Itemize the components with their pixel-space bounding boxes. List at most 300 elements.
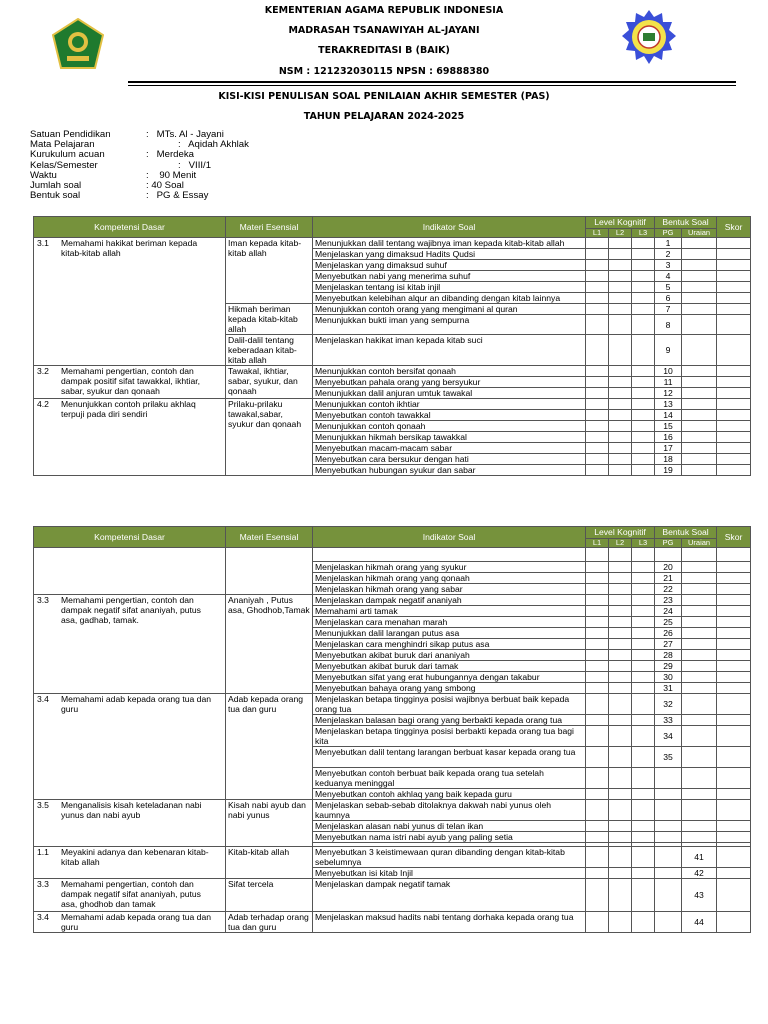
table-row <box>34 366 751 377</box>
pg-number-cell: 19 <box>655 465 682 476</box>
level-l2-cell <box>609 377 632 388</box>
level-l2-cell <box>609 421 632 432</box>
level-l2-cell <box>609 715 632 726</box>
level-l2-cell <box>609 304 632 315</box>
info-value: : 40 Soal <box>146 179 184 191</box>
level-l3-cell <box>632 432 655 443</box>
header-rule <box>128 81 736 83</box>
uraian-number-cell <box>682 548 717 562</box>
skor-cell <box>717 454 751 465</box>
pg-number-cell: 6 <box>655 293 682 304</box>
info-value: : 90 Menit <box>146 169 197 181</box>
indikator-soal-cell: Menyebutkan contoh tawakkal <box>313 410 586 421</box>
pg-number-cell <box>655 800 682 821</box>
indikator-soal-cell: Menunjukkan contoh orang yang mengimani al quran <box>313 304 586 315</box>
level-l2-cell <box>609 912 632 933</box>
level-l1-cell <box>586 661 609 672</box>
materi-esensial-cell: Iman kepada kitab-kitab allah <box>226 238 313 304</box>
document-subtitle: TAHUN PELAJARAN 2024-2025 <box>303 111 465 122</box>
level-l2-cell <box>609 366 632 377</box>
skor-cell <box>717 726 751 747</box>
uraian-number-cell <box>682 595 717 606</box>
skor-cell <box>717 912 751 933</box>
level-l1-cell <box>586 879 609 912</box>
pg-number-cell: 7 <box>655 304 682 315</box>
indikator-soal-cell: Menyebutkan sifat yang erat hubungannya dengan takabur <box>313 672 586 683</box>
level-l3-cell <box>632 335 655 366</box>
skor-cell <box>717 335 751 366</box>
level-l1-cell <box>586 821 609 832</box>
pg-number-cell <box>655 832 682 843</box>
skor-cell <box>717 249 751 260</box>
pg-number-cell: 16 <box>655 432 682 443</box>
uraian-number-cell <box>682 789 717 800</box>
uraian-number-cell <box>682 800 717 821</box>
skor-cell <box>717 399 751 410</box>
level-l1-cell <box>586 238 609 249</box>
pg-number-cell: 34 <box>655 726 682 747</box>
uraian-number-cell <box>682 335 717 366</box>
level-l2-cell <box>609 293 632 304</box>
pg-number-cell: 8 <box>655 315 682 335</box>
indikator-soal-cell: Menyebutkan akibat buruk dari ananiyah <box>313 650 586 661</box>
uraian-number-cell <box>682 293 717 304</box>
kd-number: 3.4 <box>37 694 49 704</box>
level-l1-cell <box>586 293 609 304</box>
level-l2-cell <box>609 238 632 249</box>
level-l3-cell <box>632 879 655 912</box>
materi-esensial-cell: Kitab-kitab allah <box>226 847 313 879</box>
pg-number-cell <box>655 768 682 789</box>
pg-number-cell: 35 <box>655 747 682 768</box>
kompetensi-dasar-cell <box>34 847 226 879</box>
indikator-soal-cell: Menyebutkan cara bersukur dengan hati <box>313 454 586 465</box>
level-l2-cell <box>609 747 632 768</box>
skor-cell <box>717 747 751 768</box>
indikator-soal-cell <box>313 548 586 562</box>
indikator-soal-cell: Menunjukkan contoh qonaah <box>313 421 586 432</box>
pg-number-cell: 33 <box>655 715 682 726</box>
uraian-number-cell <box>682 661 717 672</box>
pg-number-cell <box>655 847 682 868</box>
skor-cell <box>717 800 751 821</box>
uraian-number-cell: 43 <box>682 879 717 912</box>
level-l1-cell <box>586 715 609 726</box>
indikator-soal-cell: Menyebutkan 3 keistimewaan quran dibanding dengan kitab-kitab sebelumnya <box>313 847 586 868</box>
pg-number-cell <box>655 821 682 832</box>
header-l1: L1 <box>586 539 609 548</box>
uraian-number-cell <box>682 377 717 388</box>
level-l1-cell <box>586 768 609 789</box>
indikator-soal-cell: Menjelaskan alasan nabi yunus di telan ikan <box>313 821 586 832</box>
level-l3-cell <box>632 249 655 260</box>
level-l3-cell <box>632 595 655 606</box>
level-l2-cell <box>609 595 632 606</box>
level-l1-cell <box>586 315 609 335</box>
level-l3-cell <box>632 747 655 768</box>
skor-cell <box>717 421 751 432</box>
info-label: Satuan Pendidikan <box>30 129 111 140</box>
kd-number: 3.5 <box>37 800 49 810</box>
indikator-soal-cell: Menjelaskan maksud hadits nabi tentang dorhaka kepada orang tua <box>313 912 586 933</box>
kd-text: Memahami hakikat beriman kepada kitab-kitab allah <box>61 238 198 258</box>
header-skor: Skor <box>717 217 751 238</box>
level-l2-cell <box>609 639 632 650</box>
header-pg: PG <box>655 539 682 548</box>
pg-number-cell: 10 <box>655 366 682 377</box>
indikator-soal-cell: Menjelaskan betapa tingginya posisi wajibnya berbuat baik kepada orang tua <box>313 694 586 715</box>
indikator-soal-cell: Menyebutkan macam-macam sabar <box>313 443 586 454</box>
indikator-soal-cell: Menyebutkan hubungan syukur dan sabar <box>313 465 586 476</box>
pg-number-cell: 3 <box>655 260 682 271</box>
header-uraian: Uraian <box>682 539 717 548</box>
level-l1-cell <box>586 443 609 454</box>
pg-number-cell: 27 <box>655 639 682 650</box>
level-l1-cell <box>586 628 609 639</box>
pg-number-cell: 21 <box>655 573 682 584</box>
level-l3-cell <box>632 639 655 650</box>
level-l3-cell <box>632 715 655 726</box>
kd-number: 3.1 <box>37 238 49 248</box>
info-label: Kelas/Semester <box>30 159 98 171</box>
table-row <box>34 238 751 249</box>
level-l2-cell <box>609 694 632 715</box>
header-kompetensi-dasar: Kompetensi Dasar <box>34 217 226 238</box>
skor-cell <box>717 661 751 672</box>
skor-cell <box>717 879 751 912</box>
level-l1-cell <box>586 562 609 573</box>
uraian-number-cell <box>682 617 717 628</box>
uraian-number-cell <box>682 747 717 768</box>
indikator-soal-cell: Menunjukkan contoh bersifat qonaah <box>313 366 586 377</box>
table-row <box>34 800 751 821</box>
level-l3-cell <box>632 694 655 715</box>
indikator-soal-cell: Menunjukkan dalil tentang wajibnya iman kepada kitab-kitab allah <box>313 238 586 249</box>
pg-number-cell: 14 <box>655 410 682 421</box>
uraian-number-cell <box>682 584 717 595</box>
header-skor: Skor <box>717 527 751 548</box>
uraian-number-cell <box>682 271 717 282</box>
uraian-number-cell <box>682 366 717 377</box>
madrasah-seal-logo <box>621 9 677 65</box>
indikator-soal-cell: Menyebutkan nama istri nabi ayub yang paling setia <box>313 832 586 843</box>
indikator-soal-cell: Menjelaskan balasan bagi orang yang berbakti kepada orang tua <box>313 715 586 726</box>
level-l3-cell <box>632 672 655 683</box>
header-uraian: Uraian <box>682 229 717 238</box>
level-l1-cell <box>586 377 609 388</box>
indikator-soal-cell: Menyebutkan contoh berbuat baik kepada orang tua setelah keduanya meninggal <box>313 768 586 789</box>
uraian-number-cell <box>682 432 717 443</box>
pg-number-cell <box>655 912 682 933</box>
pg-number-cell: 2 <box>655 249 682 260</box>
indikator-soal-cell: Menunjukkan contoh ikhtiar <box>313 399 586 410</box>
level-l1-cell <box>586 304 609 315</box>
skor-cell <box>717 410 751 421</box>
level-l3-cell <box>632 421 655 432</box>
level-l1-cell <box>586 606 609 617</box>
pg-number-cell: 12 <box>655 388 682 399</box>
skor-cell <box>717 628 751 639</box>
indikator-soal-cell: Menjelaskan yang dimaksud suhuf <box>313 260 586 271</box>
pg-number-cell: 18 <box>655 454 682 465</box>
table-row <box>34 694 751 715</box>
level-l2-cell <box>609 768 632 789</box>
level-l1-cell <box>586 726 609 747</box>
uraian-number-cell <box>682 238 717 249</box>
info-value: : PG & Essay <box>146 190 209 202</box>
uraian-number-cell <box>682 421 717 432</box>
level-l3-cell <box>632 868 655 879</box>
level-l2-cell <box>609 315 632 335</box>
info-label: Mata Pelajaran <box>30 139 95 151</box>
info-value: : VIII/1 <box>146 159 212 171</box>
pg-number-cell: 9 <box>655 335 682 366</box>
pg-number-cell: 11 <box>655 377 682 388</box>
indikator-soal-cell: Menyebutkan kelebihan alqur an dibanding dengan kitab lainnya <box>313 293 586 304</box>
nsm-npsn: NSM : 121232030115 NPSN : 69888380 <box>278 66 490 77</box>
table-row <box>34 847 751 868</box>
level-l1-cell <box>586 789 609 800</box>
header-kompetensi-dasar: Kompetensi Dasar <box>34 527 226 548</box>
skor-cell <box>717 238 751 249</box>
level-l2-cell <box>609 879 632 912</box>
level-l3-cell <box>632 628 655 639</box>
kd-number: 4.2 <box>37 399 49 409</box>
skor-cell <box>717 377 751 388</box>
kompetensi-dasar-cell <box>34 800 226 847</box>
pg-number-cell: 1 <box>655 238 682 249</box>
level-l2-cell <box>609 249 632 260</box>
table-row <box>34 548 751 562</box>
pg-number-cell <box>655 789 682 800</box>
level-l3-cell <box>632 238 655 249</box>
school-name: MADRASAH TSANAWIYAH AL-JAYANI <box>288 25 480 36</box>
pg-number-cell: 30 <box>655 672 682 683</box>
level-l1-cell <box>586 271 609 282</box>
level-l1-cell <box>586 683 609 694</box>
skor-cell <box>717 672 751 683</box>
skor-cell <box>717 768 751 789</box>
skor-cell <box>717 617 751 628</box>
level-l1-cell <box>586 335 609 366</box>
indikator-soal-cell: Menjelaskan betapa tingginya posisi berbakti kepada orang tua bagi kita <box>313 726 586 747</box>
level-l2-cell <box>609 573 632 584</box>
kompetensi-dasar-cell <box>34 548 226 595</box>
level-l1-cell <box>586 639 609 650</box>
materi-esensial-cell: Tawakal, ikhtiar, sabar, syukur, dan qonaah <box>226 366 313 399</box>
header-l3: L3 <box>632 229 655 238</box>
pg-number-cell: 31 <box>655 683 682 694</box>
level-l1-cell <box>586 650 609 661</box>
level-l2-cell <box>609 388 632 399</box>
level-l3-cell <box>632 650 655 661</box>
level-l1-cell <box>586 800 609 821</box>
uraian-number-cell: 42 <box>682 868 717 879</box>
uraian-number-cell <box>682 672 717 683</box>
skor-cell <box>717 832 751 843</box>
uraian-number-cell <box>682 606 717 617</box>
pg-number-cell <box>655 548 682 562</box>
materi-esensial-cell: Prilaku-prilaku tawakal,sabar, syukur dan qonaah <box>226 399 313 476</box>
pg-number-cell: 4 <box>655 271 682 282</box>
indikator-soal-cell: Menunjukkan dalil larangan putus asa <box>313 628 586 639</box>
level-l3-cell <box>632 661 655 672</box>
header-rule-thin <box>128 85 736 86</box>
level-l2-cell <box>609 650 632 661</box>
materi-esensial-cell <box>226 548 313 595</box>
table-row <box>34 879 751 912</box>
level-l3-cell <box>632 726 655 747</box>
header-bentuk-soal: Bentuk Soal <box>655 527 717 539</box>
indikator-soal-cell: Menyebutkan bahaya orang yang smbong <box>313 683 586 694</box>
info-value: : MTs. Al - Jayani <box>146 129 224 140</box>
uraian-number-cell <box>682 650 717 661</box>
table-row <box>34 399 751 410</box>
uraian-number-cell <box>682 260 717 271</box>
level-l3-cell <box>632 454 655 465</box>
header-level-kognitif: Level Kognitif <box>586 527 655 539</box>
indikator-soal-cell: Memahami arti tamak <box>313 606 586 617</box>
uraian-number-cell <box>682 694 717 715</box>
level-l2-cell <box>609 260 632 271</box>
uraian-number-cell <box>682 628 717 639</box>
level-l2-cell <box>609 443 632 454</box>
indikator-soal-cell: Menjelaskan cara menahan marah <box>313 617 586 628</box>
level-l1-cell <box>586 832 609 843</box>
level-l2-cell <box>609 410 632 421</box>
skor-cell <box>717 606 751 617</box>
level-l3-cell <box>632 410 655 421</box>
skor-cell <box>717 293 751 304</box>
skor-cell <box>717 694 751 715</box>
uraian-number-cell <box>682 683 717 694</box>
info-label: Waktu <box>30 169 57 181</box>
header-l2: L2 <box>609 229 632 238</box>
kd-text: Memahami pengertian, contoh dan dampak positif sifat tawakkal, ikhtiar, sabar, syukur dan qonaah <box>61 366 200 396</box>
indikator-soal-cell: Menjelaskan yang dimaksud Hadits Qudsi <box>313 249 586 260</box>
level-l2-cell <box>609 399 632 410</box>
skor-cell <box>717 584 751 595</box>
kd-text: Memahami adab kepada orang tua dan guru <box>61 694 212 714</box>
header-indikator-soal: Indikator Soal <box>313 527 586 548</box>
level-l2-cell <box>609 282 632 293</box>
indikator-soal-cell: Menjelaskan dampak negatif ananiyah <box>313 595 586 606</box>
level-l1-cell <box>586 282 609 293</box>
level-l1-cell <box>586 388 609 399</box>
level-l3-cell <box>632 768 655 789</box>
level-l1-cell <box>586 366 609 377</box>
level-l1-cell <box>586 617 609 628</box>
level-l2-cell <box>609 800 632 821</box>
level-l3-cell <box>632 399 655 410</box>
skor-cell <box>717 388 751 399</box>
uraian-number-cell <box>682 715 717 726</box>
skor-cell <box>717 315 751 335</box>
level-l1-cell <box>586 747 609 768</box>
level-l3-cell <box>632 293 655 304</box>
level-l2-cell <box>609 789 632 800</box>
skor-cell <box>717 650 751 661</box>
accreditation: TERAKREDITASI B (BAIK) <box>318 45 450 56</box>
level-l1-cell <box>586 847 609 868</box>
materi-esensial-cell: Adab terhadap orang tua dan guru <box>226 912 313 933</box>
skor-cell <box>717 595 751 606</box>
kompetensi-dasar-cell <box>34 366 226 399</box>
level-l2-cell <box>609 271 632 282</box>
materi-esensial-cell: Ananiyah , Putus asa, Ghodhob,Tamak <box>226 595 313 694</box>
kd-text: Menunjukkan contoh prilaku akhlaq terpuji pada diri sendiri <box>61 399 196 419</box>
level-l2-cell <box>609 672 632 683</box>
pg-number-cell: 32 <box>655 694 682 715</box>
level-l1-cell <box>586 260 609 271</box>
indikator-soal-cell: Menyebutkan contoh akhlaq yang baik kepada guru <box>313 789 586 800</box>
level-l2-cell <box>609 335 632 366</box>
level-l2-cell <box>609 628 632 639</box>
materi-esensial-cell: Dalil-dalil tentang keberadaan kitab-kitab allah <box>226 335 313 366</box>
indikator-soal-cell: Menyebutkan dalil tentang larangan berbuat kasar kepada orang tua <box>313 747 586 768</box>
level-l3-cell <box>632 832 655 843</box>
kompetensi-dasar-cell <box>34 238 226 366</box>
level-l2-cell <box>609 606 632 617</box>
uraian-number-cell: 41 <box>682 847 717 868</box>
level-l3-cell <box>632 584 655 595</box>
skor-cell <box>717 366 751 377</box>
level-l3-cell <box>632 617 655 628</box>
kisi-kisi-table-1 <box>33 216 751 476</box>
uraian-number-cell <box>682 410 717 421</box>
uraian-number-cell <box>682 443 717 454</box>
kd-number: 3.2 <box>37 366 49 376</box>
uraian-number-cell <box>682 304 717 315</box>
skor-cell <box>717 304 751 315</box>
pg-number-cell: 23 <box>655 595 682 606</box>
level-l3-cell <box>632 377 655 388</box>
uraian-number-cell <box>682 282 717 293</box>
materi-esensial-cell: Kisah nabi ayub dan nabi yunus <box>226 800 313 847</box>
level-l2-cell <box>609 868 632 879</box>
indikator-soal-cell: Menjelaskan hakikat iman kepada kitab suci <box>313 335 586 366</box>
indikator-soal-cell: Menunjukkan bukti iman yang sempurna <box>313 315 586 335</box>
indikator-soal-cell: Menjelaskan hikmah orang yang syukur <box>313 562 586 573</box>
skor-cell <box>717 868 751 879</box>
indikator-soal-cell: Menyebutkan akibat buruk dari tamak <box>313 661 586 672</box>
header-materi-esensial: Materi Esensial <box>226 217 313 238</box>
kd-number: 3.3 <box>37 595 49 605</box>
level-l2-cell <box>609 661 632 672</box>
level-l1-cell <box>586 421 609 432</box>
level-l3-cell <box>632 465 655 476</box>
level-l1-cell <box>586 672 609 683</box>
level-l1-cell <box>586 868 609 879</box>
pg-number-cell: 15 <box>655 421 682 432</box>
indikator-soal-cell: Menjelaskan cara menghindri sikap putus asa <box>313 639 586 650</box>
skor-cell <box>717 260 751 271</box>
uraian-number-cell <box>682 465 717 476</box>
uraian-number-cell <box>682 249 717 260</box>
level-l2-cell <box>609 726 632 747</box>
indikator-soal-cell: Menyebutkan isi kitab Injil <box>313 868 586 879</box>
pg-number-cell: 28 <box>655 650 682 661</box>
kd-text: Menganalisis kisah keteladanan nabi yunus dan nabi ayub <box>61 800 202 820</box>
level-l1-cell <box>586 465 609 476</box>
level-l2-cell <box>609 465 632 476</box>
info-label: Bentuk soal <box>30 190 81 202</box>
info-value: : Merdeka <box>146 149 194 161</box>
skor-cell <box>717 443 751 454</box>
kompetensi-dasar-cell <box>34 399 226 476</box>
level-l1-cell <box>586 249 609 260</box>
level-l2-cell <box>609 832 632 843</box>
